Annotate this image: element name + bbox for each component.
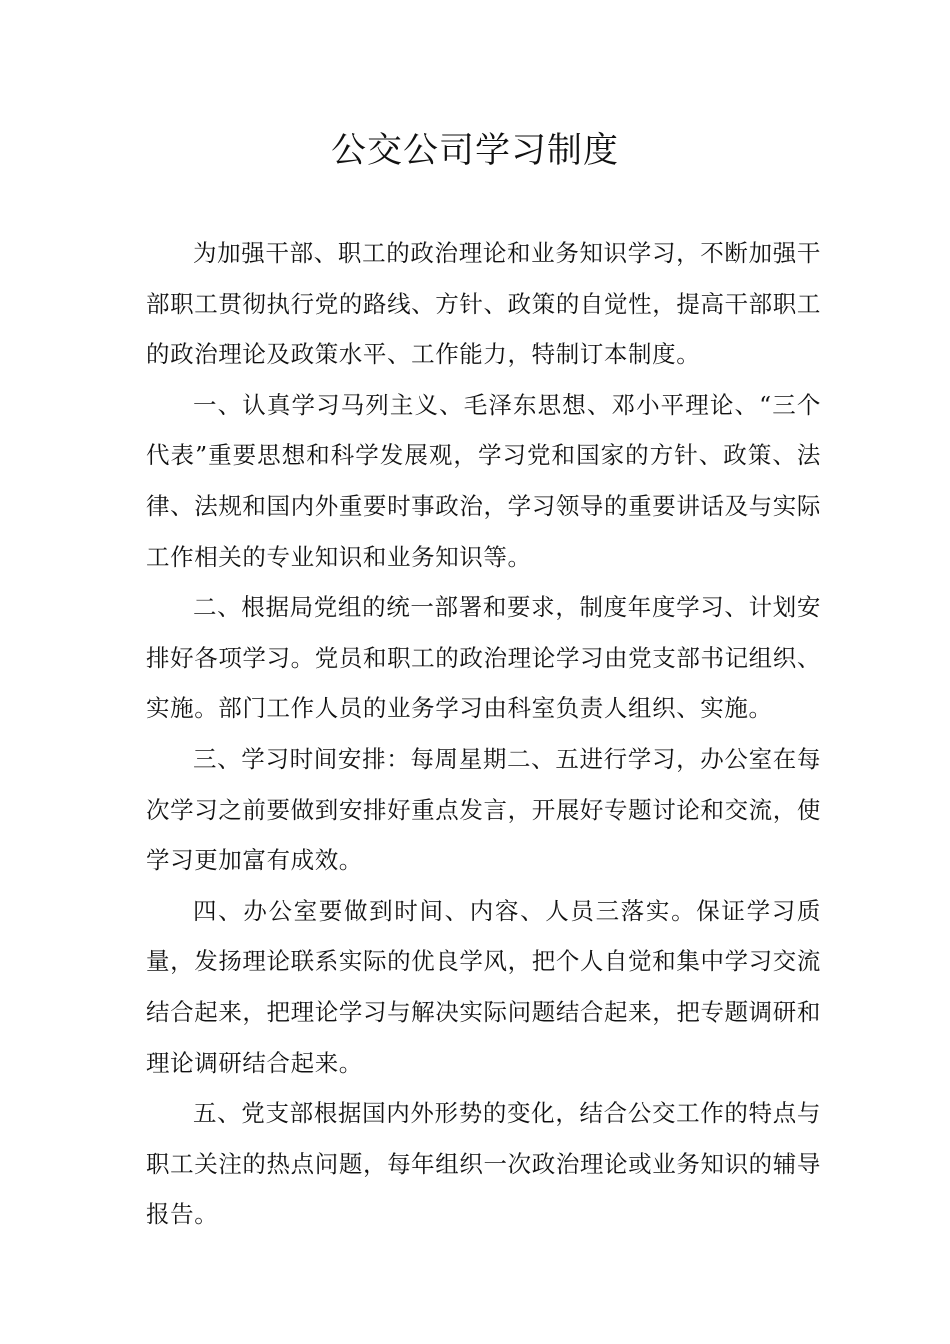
document-title: 公交公司学习制度 xyxy=(330,131,619,171)
document-body xyxy=(146,228,821,1240)
paragraph-intro: 为加强干部、职工的政治理论和业务知识学习，不断加强干部职工贯彻执行党的路线、方针、政策的自觉性，提高干部职工的政治理论及政策水平、工作能力，特制订本制度。 xyxy=(146,239,821,369)
paragraph-item-2: 二、根据局党组的统一部署和要求，制度年度学习、计划安排好各项学习。党员和职工的政治理论学习由党支部书记组织、实施。部门工作人员的业务学习由科室负责人组织、实施。 xyxy=(146,593,821,723)
paragraph-item-3: 三、学习时间安排：每周星期二、五进行学习，办公室在每次学习之前要做到安排好重点发言，开展好专题讨论和交流，使学习更加富有成效。 xyxy=(146,744,821,875)
paragraph-item-4: 四、办公室要做到时间、内容、人员三落实。保证学习质量，发扬理论联系实际的优良学风，把个人自觉和集中学习交流结合起来，把理论学习与解决实际问题结合起来，把专题调研和理论调研结合起来。 xyxy=(146,896,821,1077)
paragraph-item-1: 一、认真学习马列主义、毛泽东思想、邓小平理论、“三个代表”重要思想和科学发展观，学习党和国家的方针、政策、法律、法规和国内外重要时事政治，学习领导的重要讲话及与实际工作相关的专业知识和业务知识等。 xyxy=(146,390,821,571)
paragraph-item-5: 五、党支部根据国内外形势的变化，结合公交工作的特点与职工关注的热点问题，每年组织一次政治理论或业务知识的辅导报告。 xyxy=(146,1099,821,1229)
